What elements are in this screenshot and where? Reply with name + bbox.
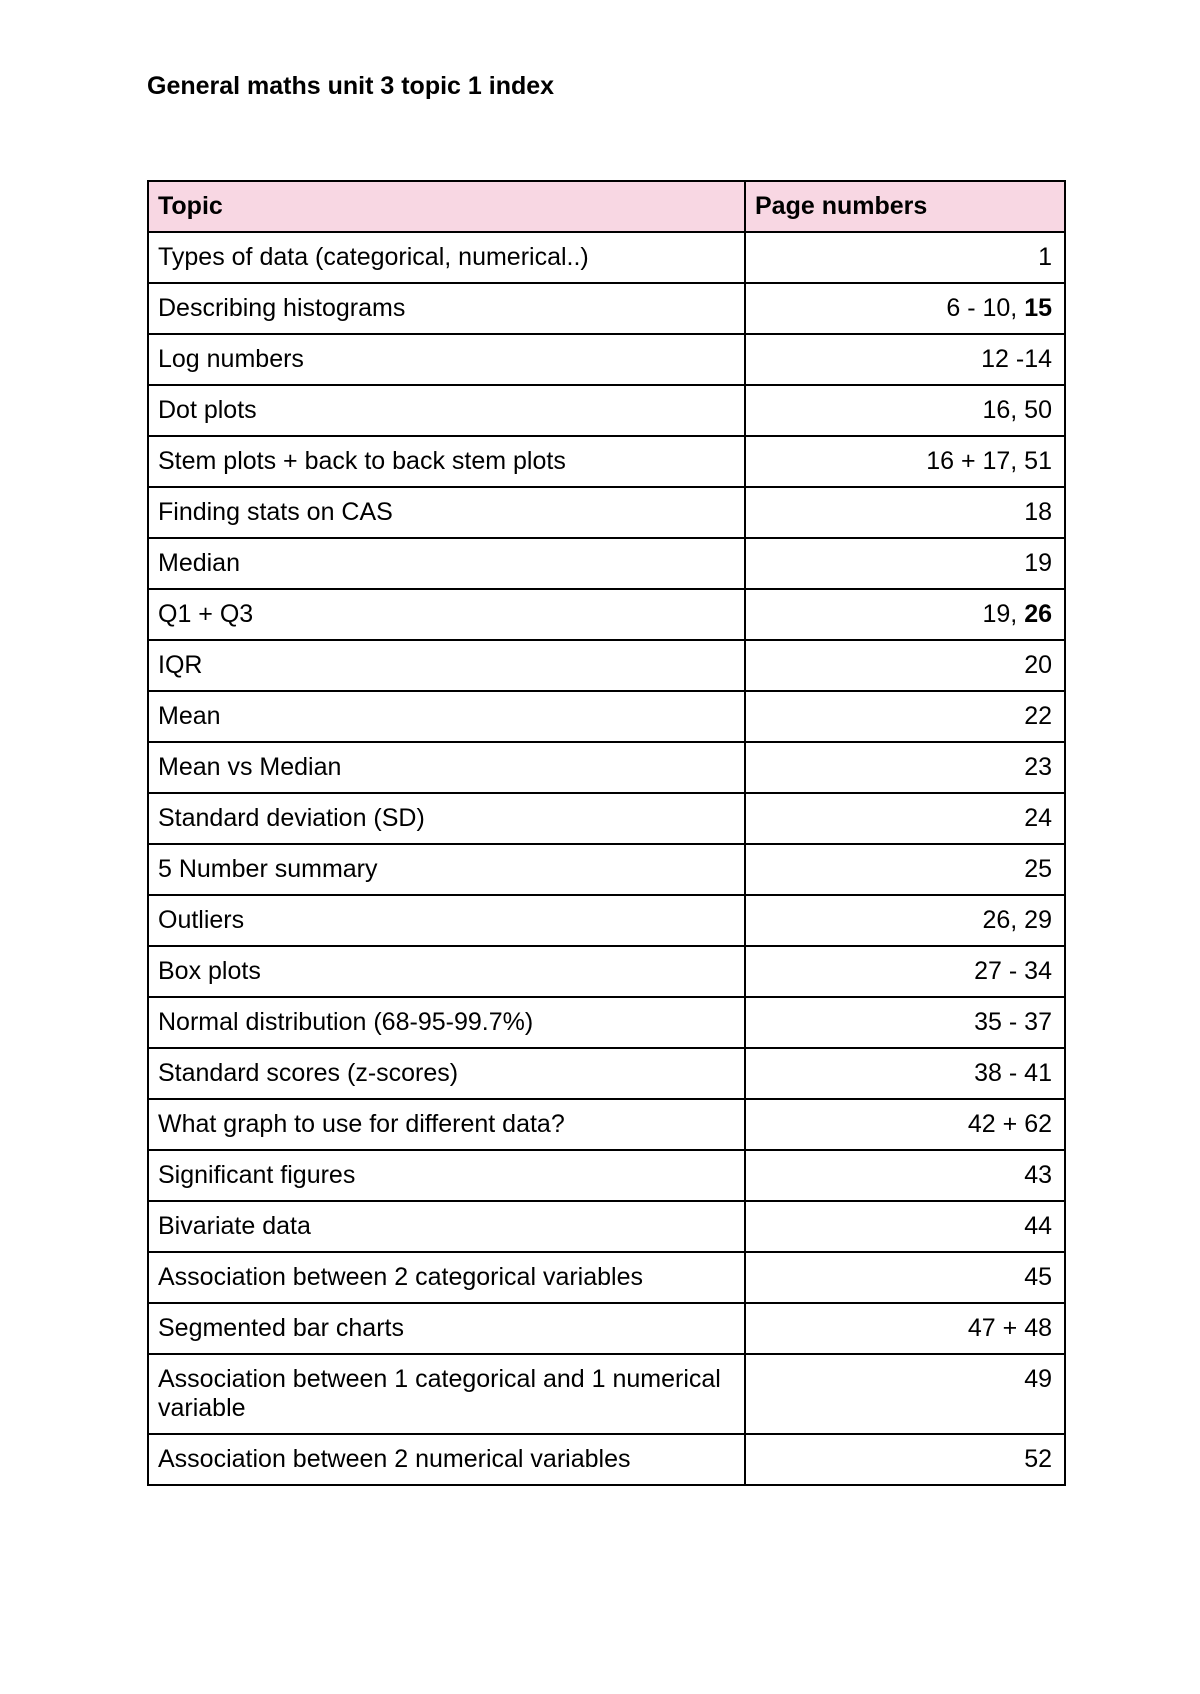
page-numbers-cell xyxy=(745,436,1065,487)
table-body xyxy=(148,232,1065,1485)
page-numbers-text: 52 xyxy=(1024,1445,1052,1473)
topic-cell: Significant figures xyxy=(148,1150,745,1201)
topic-cell: Describing histograms xyxy=(148,283,745,334)
topic-column-header: Topic xyxy=(148,181,745,232)
table-row xyxy=(148,742,1065,793)
topic-cell: Stem plots + back to back stem plots xyxy=(148,436,745,487)
table-row xyxy=(148,1252,1065,1303)
table-row xyxy=(148,436,1065,487)
page-numbers-text: 45 xyxy=(1024,1263,1052,1291)
table-row xyxy=(148,1354,1065,1434)
page-numbers-cell xyxy=(745,385,1065,436)
topic-cell: Box plots xyxy=(148,946,745,997)
topic-cell: IQR xyxy=(148,640,745,691)
page-numbers-cell xyxy=(745,487,1065,538)
table-row xyxy=(148,334,1065,385)
page-title: General maths unit 3 topic 1 index xyxy=(147,72,555,100)
table-row xyxy=(148,946,1065,997)
page-numbers-cell xyxy=(745,283,1065,334)
page-numbers-text: 1 xyxy=(1038,243,1052,271)
topic-cell: Mean xyxy=(148,691,745,742)
table-row xyxy=(148,589,1065,640)
topic-cell: Association between 2 numerical variables xyxy=(148,1434,745,1485)
page-numbers-text: 12 -14 xyxy=(981,345,1052,373)
page-numbers-cell xyxy=(745,1048,1065,1099)
highlighted-page-number: 15 xyxy=(1024,294,1052,322)
page-numbers-text: 19, xyxy=(982,600,1025,628)
table-row xyxy=(148,793,1065,844)
page-numbers-text: 27 - 34 xyxy=(974,957,1052,985)
table-row xyxy=(148,1150,1065,1201)
table-row xyxy=(148,1048,1065,1099)
topic-cell: Association between 1 categorical and 1 numerical variable xyxy=(148,1354,745,1434)
table-row xyxy=(148,232,1065,283)
topic-cell: Segmented bar charts xyxy=(148,1303,745,1354)
page-numbers-text: 22 xyxy=(1024,702,1052,730)
table-row xyxy=(148,1303,1065,1354)
table-row xyxy=(148,1099,1065,1150)
page-numbers-text: 43 xyxy=(1024,1161,1052,1189)
page-numbers-text: 16, 50 xyxy=(982,396,1052,424)
table-row xyxy=(148,1201,1065,1252)
page-numbers-cell xyxy=(745,895,1065,946)
topic-cell: What graph to use for different data? xyxy=(148,1099,745,1150)
page-numbers-text: 6 - 10, xyxy=(946,294,1025,322)
table-row xyxy=(148,997,1065,1048)
page-numbers-cell xyxy=(745,589,1065,640)
page-numbers-cell xyxy=(745,946,1065,997)
page-numbers-cell xyxy=(745,742,1065,793)
table-row xyxy=(148,487,1065,538)
topic-cell: Finding stats on CAS xyxy=(148,487,745,538)
table-row xyxy=(148,1434,1065,1485)
table-row xyxy=(148,640,1065,691)
table-row xyxy=(148,691,1065,742)
page-numbers-cell xyxy=(745,538,1065,589)
table-row xyxy=(148,283,1065,334)
page-numbers-text: 35 - 37 xyxy=(974,1008,1052,1036)
table-row xyxy=(148,895,1065,946)
highlighted-page-number: 26 xyxy=(1024,600,1052,628)
page-numbers-text: 44 xyxy=(1024,1212,1052,1240)
page-numbers-cell xyxy=(745,1303,1065,1354)
topic-cell: Log numbers xyxy=(148,334,745,385)
table-row xyxy=(148,385,1065,436)
index-table xyxy=(147,180,1066,1486)
page-numbers-text: 42 + 62 xyxy=(967,1110,1052,1138)
page-numbers-cell xyxy=(745,844,1065,895)
table-row xyxy=(148,844,1065,895)
topic-cell: 5 Number summary xyxy=(148,844,745,895)
topic-cell: Q1 + Q3 xyxy=(148,589,745,640)
page-numbers-text: 38 - 41 xyxy=(974,1059,1052,1087)
topic-cell: Median xyxy=(148,538,745,589)
page-numbers-cell xyxy=(745,1434,1065,1485)
topic-cell: Normal distribution (68-95-99.7%) xyxy=(148,997,745,1048)
topic-cell: Mean vs Median xyxy=(148,742,745,793)
table-row xyxy=(148,538,1065,589)
page-numbers-text: 18 xyxy=(1024,498,1052,526)
page-numbers-text: 25 xyxy=(1024,855,1052,883)
page-numbers-column-header: Page numbers xyxy=(745,181,1065,232)
table-header-row xyxy=(148,181,1065,232)
topic-cell: Types of data (categorical, numerical..) xyxy=(148,232,745,283)
topic-cell: Standard scores (z-scores) xyxy=(148,1048,745,1099)
page-numbers-cell xyxy=(745,1201,1065,1252)
page-numbers-text: 47 + 48 xyxy=(967,1314,1052,1342)
page-numbers-text: 49 xyxy=(1024,1365,1052,1393)
page-numbers-text: 20 xyxy=(1024,651,1052,679)
page-numbers-cell xyxy=(745,1150,1065,1201)
page-numbers-cell xyxy=(745,1354,1065,1434)
page-numbers-text: 19 xyxy=(1024,549,1052,577)
page-numbers-text: 24 xyxy=(1024,804,1052,832)
page-numbers-cell xyxy=(745,640,1065,691)
page-numbers-text: 23 xyxy=(1024,753,1052,781)
page-numbers-cell xyxy=(745,691,1065,742)
topic-cell: Standard deviation (SD) xyxy=(148,793,745,844)
page-numbers-cell xyxy=(745,334,1065,385)
topic-cell: Association between 2 categorical variables xyxy=(148,1252,745,1303)
page-numbers-cell xyxy=(745,1252,1065,1303)
page-numbers-cell xyxy=(745,1099,1065,1150)
topic-cell: Bivariate data xyxy=(148,1201,745,1252)
topic-cell: Dot plots xyxy=(148,385,745,436)
page-numbers-cell xyxy=(745,232,1065,283)
page-numbers-cell xyxy=(745,793,1065,844)
page-numbers-text: 26, 29 xyxy=(982,906,1052,934)
page-numbers-text: 16 + 17, 51 xyxy=(926,447,1052,475)
topic-cell: Outliers xyxy=(148,895,745,946)
page-numbers-cell xyxy=(745,997,1065,1048)
